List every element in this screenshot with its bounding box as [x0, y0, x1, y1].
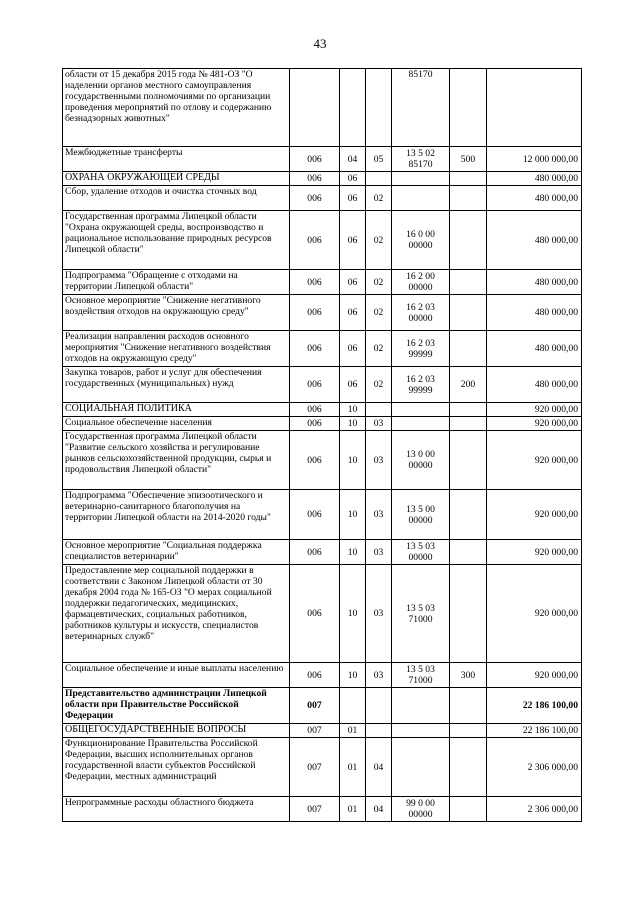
section-code-cell: 10 — [340, 663, 366, 688]
table-row — [63, 186, 582, 211]
target-article-cell — [392, 417, 450, 431]
table-row — [63, 738, 582, 797]
target-article-cell: 16 2 03 00000 — [392, 295, 450, 331]
amount-cell: 920 000,00 — [487, 431, 582, 490]
expense-type-cell — [450, 738, 487, 797]
section-code-cell: 06 — [340, 186, 366, 211]
section-code-cell: 04 — [340, 147, 366, 172]
subsection-code-cell: 03 — [366, 540, 392, 565]
expense-type-cell — [450, 270, 487, 295]
target-article-cell — [392, 403, 450, 417]
ved-code-cell: 006 — [290, 367, 340, 403]
subsection-code-cell — [366, 172, 392, 186]
table-row — [63, 295, 582, 331]
expense-type-cell — [450, 540, 487, 565]
subsection-code-cell: 02 — [366, 331, 392, 367]
expense-type-cell: 500 — [450, 147, 487, 172]
row-name-cell: Государственная программа Липецкой области "Охрана окружающей среды, воспроизводство и рациональное использование природных ресурсов Липецкой области" — [63, 211, 290, 270]
section-code-cell: 06 — [340, 367, 366, 403]
ved-code-cell: 007 — [290, 797, 340, 822]
ved-code-cell: 006 — [290, 186, 340, 211]
expense-type-cell — [450, 186, 487, 211]
expense-type-cell — [450, 797, 487, 822]
expense-type-cell: 200 — [450, 367, 487, 403]
subsection-code-cell: 02 — [366, 295, 392, 331]
subsection-code-cell: 02 — [366, 211, 392, 270]
ved-code-cell: 006 — [290, 403, 340, 417]
table-row — [63, 688, 582, 724]
ved-code-cell: 006 — [290, 540, 340, 565]
subsection-code-cell: 05 — [366, 147, 392, 172]
budget-table — [62, 68, 582, 822]
section-code-cell: 10 — [340, 403, 366, 417]
row-name-cell: Предоставление мер социальной поддержки в соответствии с Законом Липецкой области от 30 декабря 2004 года № 165-ОЗ "О мерах социальной поддержки педагогических, медицинских, фармацевтических, социальных работников, работников культуры и искусств, специалистов ветеринарных служб" — [63, 565, 290, 663]
amount-cell: 480 000,00 — [487, 211, 582, 270]
ved-code-cell: 006 — [290, 211, 340, 270]
expense-type-cell — [450, 172, 487, 186]
row-name-cell: Представительство администрации Липецкой области при Правительстве Российской Федерации — [63, 688, 290, 724]
row-name-cell: Социальное обеспечение населения — [63, 417, 290, 431]
ved-code-cell — [290, 69, 340, 147]
table-row — [63, 797, 582, 822]
section-code-cell: 10 — [340, 417, 366, 431]
subsection-code-cell — [366, 69, 392, 147]
row-name-cell: Непрограммные расходы областного бюджета — [63, 797, 290, 822]
target-article-cell — [392, 724, 450, 738]
target-article-cell: 16 2 03 99999 — [392, 331, 450, 367]
section-code-cell: 10 — [340, 490, 366, 540]
subsection-code-cell — [366, 403, 392, 417]
amount-cell: 480 000,00 — [487, 186, 582, 211]
target-article-cell: 13 5 03 71000 — [392, 663, 450, 688]
row-name-cell: Межбюджетные трансферты — [63, 147, 290, 172]
expense-type-cell — [450, 69, 487, 147]
table-row — [63, 367, 582, 403]
expense-type-cell — [450, 331, 487, 367]
target-article-cell: 13 5 03 00000 — [392, 540, 450, 565]
section-code-cell: 10 — [340, 565, 366, 663]
ved-code-cell: 006 — [290, 565, 340, 663]
row-name-cell: Государственная программа Липецкой области "Развитие сельского хозяйства и регулирование рынков сельскохозяйственной продукции, сырья и продовольствия Липецкой области" — [63, 431, 290, 490]
amount-cell: 920 000,00 — [487, 565, 582, 663]
amount-cell: 920 000,00 — [487, 490, 582, 540]
subsection-code-cell: 03 — [366, 663, 392, 688]
row-name-cell: Реализация направления расходов основного мероприятия "Снижение негативного воздействия отходов на окружающую среду" — [63, 331, 290, 367]
ved-code-cell: 007 — [290, 688, 340, 724]
expense-type-cell — [450, 295, 487, 331]
target-article-cell: 16 2 03 99999 — [392, 367, 450, 403]
target-article-cell: 13 5 03 71000 — [392, 565, 450, 663]
table-row — [63, 431, 582, 490]
row-name-cell: Основное мероприятие "Социальная поддержка специалистов ветеринарии" — [63, 540, 290, 565]
subsection-code-cell: 03 — [366, 565, 392, 663]
target-article-cell — [392, 172, 450, 186]
ved-code-cell: 006 — [290, 331, 340, 367]
section-code-cell — [340, 688, 366, 724]
row-name-cell: Сбор, удаление отходов и очистка сточных вод — [63, 186, 290, 211]
target-article-cell: 85170 — [392, 69, 450, 147]
amount-cell: 480 000,00 — [487, 270, 582, 295]
amount-cell: 480 000,00 — [487, 367, 582, 403]
section-code-cell: 01 — [340, 724, 366, 738]
target-article-cell — [392, 186, 450, 211]
target-article-cell — [392, 688, 450, 724]
table-row — [63, 724, 582, 738]
row-name-cell: ОБЩЕГОСУДАРСТВЕННЫЕ ВОПРОСЫ — [63, 724, 290, 738]
table-row — [63, 540, 582, 565]
amount-cell: 22 186 100,00 — [487, 688, 582, 724]
subsection-code-cell: 03 — [366, 490, 392, 540]
row-name-cell: Подпрограмма "Обеспечение эпизоотического и ветеринарно-санитарного благополучия на территории Липецкой области на 2014-2020 годы" — [63, 490, 290, 540]
ved-code-cell: 006 — [290, 147, 340, 172]
target-article-cell: 16 0 00 00000 — [392, 211, 450, 270]
ved-code-cell: 006 — [290, 663, 340, 688]
section-code-cell: 01 — [340, 797, 366, 822]
section-code-cell: 06 — [340, 295, 366, 331]
row-name-cell: Закупка товаров, работ и услуг для обеспечения государственных (муниципальных) нужд — [63, 367, 290, 403]
section-code-cell: 10 — [340, 431, 366, 490]
section-code-cell: 01 — [340, 738, 366, 797]
target-article-cell — [392, 738, 450, 797]
amount-cell: 480 000,00 — [487, 295, 582, 331]
expense-type-cell — [450, 417, 487, 431]
expense-type-cell — [450, 490, 487, 540]
table-row — [63, 331, 582, 367]
amount-cell: 920 000,00 — [487, 403, 582, 417]
expense-type-cell — [450, 688, 487, 724]
expense-type-cell — [450, 403, 487, 417]
amount-cell: 920 000,00 — [487, 663, 582, 688]
table-row — [63, 565, 582, 663]
subsection-code-cell: 03 — [366, 417, 392, 431]
table-row — [63, 147, 582, 172]
table-row — [63, 417, 582, 431]
target-article-cell: 13 5 00 00000 — [392, 490, 450, 540]
section-code-cell: 10 — [340, 540, 366, 565]
target-article-cell: 13 5 02 85170 — [392, 147, 450, 172]
table-row — [63, 663, 582, 688]
row-name-cell: области от 15 декабря 2015 года № 481-ОЗ "О наделении органов местного самоуправления государственными полномочиями по организации проведения мероприятий по отлову и содержанию безнадзорных животных" — [63, 69, 290, 147]
row-name-cell: Функционирование Правительства Российской Федерации, высших исполнительных органов государственной власти субъектов Российской Федерации, местных администраций — [63, 738, 290, 797]
ved-code-cell: 006 — [290, 490, 340, 540]
amount-cell: 2 306 000,00 — [487, 797, 582, 822]
row-name-cell: Социальное обеспечение и иные выплаты населению — [63, 663, 290, 688]
table-row — [63, 211, 582, 270]
subsection-code-cell: 02 — [366, 186, 392, 211]
target-article-cell: 16 2 00 00000 — [392, 270, 450, 295]
section-code-cell — [340, 69, 366, 147]
section-code-cell: 06 — [340, 211, 366, 270]
table-row — [63, 490, 582, 540]
table-row — [63, 270, 582, 295]
section-code-cell: 06 — [340, 331, 366, 367]
ved-code-cell: 006 — [290, 270, 340, 295]
subsection-code-cell: 04 — [366, 797, 392, 822]
table-row — [63, 69, 582, 147]
target-article-cell: 99 0 00 00000 — [392, 797, 450, 822]
amount-cell: 22 186 100,00 — [487, 724, 582, 738]
expense-type-cell — [450, 431, 487, 490]
table-row — [63, 403, 582, 417]
subsection-code-cell: 02 — [366, 270, 392, 295]
amount-cell: 480 000,00 — [487, 331, 582, 367]
row-name-cell: ОХРАНА ОКРУЖАЮЩЕЙ СРЕДЫ — [63, 172, 290, 186]
subsection-code-cell: 02 — [366, 367, 392, 403]
subsection-code-cell: 03 — [366, 431, 392, 490]
amount-cell — [487, 69, 582, 147]
budget-table-body — [63, 69, 582, 822]
subsection-code-cell — [366, 688, 392, 724]
section-code-cell: 06 — [340, 270, 366, 295]
expense-type-cell — [450, 565, 487, 663]
amount-cell: 12 000 000,00 — [487, 147, 582, 172]
ved-code-cell: 007 — [290, 724, 340, 738]
ved-code-cell: 006 — [290, 431, 340, 490]
expense-type-cell: 300 — [450, 663, 487, 688]
target-article-cell: 13 0 00 00000 — [392, 431, 450, 490]
page-number: 43 — [313, 36, 327, 51]
amount-cell: 2 306 000,00 — [487, 738, 582, 797]
row-name-cell: Основное мероприятие "Снижение негативного воздействия отходов на окружающую среду" — [63, 295, 290, 331]
amount-cell: 480 000,00 — [487, 172, 582, 186]
ved-code-cell: 007 — [290, 738, 340, 797]
ved-code-cell: 006 — [290, 295, 340, 331]
ved-code-cell: 006 — [290, 417, 340, 431]
section-code-cell: 06 — [340, 172, 366, 186]
expense-type-cell — [450, 211, 487, 270]
amount-cell: 920 000,00 — [487, 540, 582, 565]
row-name-cell: СОЦИАЛЬНАЯ ПОЛИТИКА — [63, 403, 290, 417]
row-name-cell: Подпрограмма "Обращение с отходами на территории Липецкой области" — [63, 270, 290, 295]
subsection-code-cell — [366, 724, 392, 738]
subsection-code-cell: 04 — [366, 738, 392, 797]
ved-code-cell: 006 — [290, 172, 340, 186]
expense-type-cell — [450, 724, 487, 738]
table-row — [63, 172, 582, 186]
amount-cell: 920 000,00 — [487, 417, 582, 431]
